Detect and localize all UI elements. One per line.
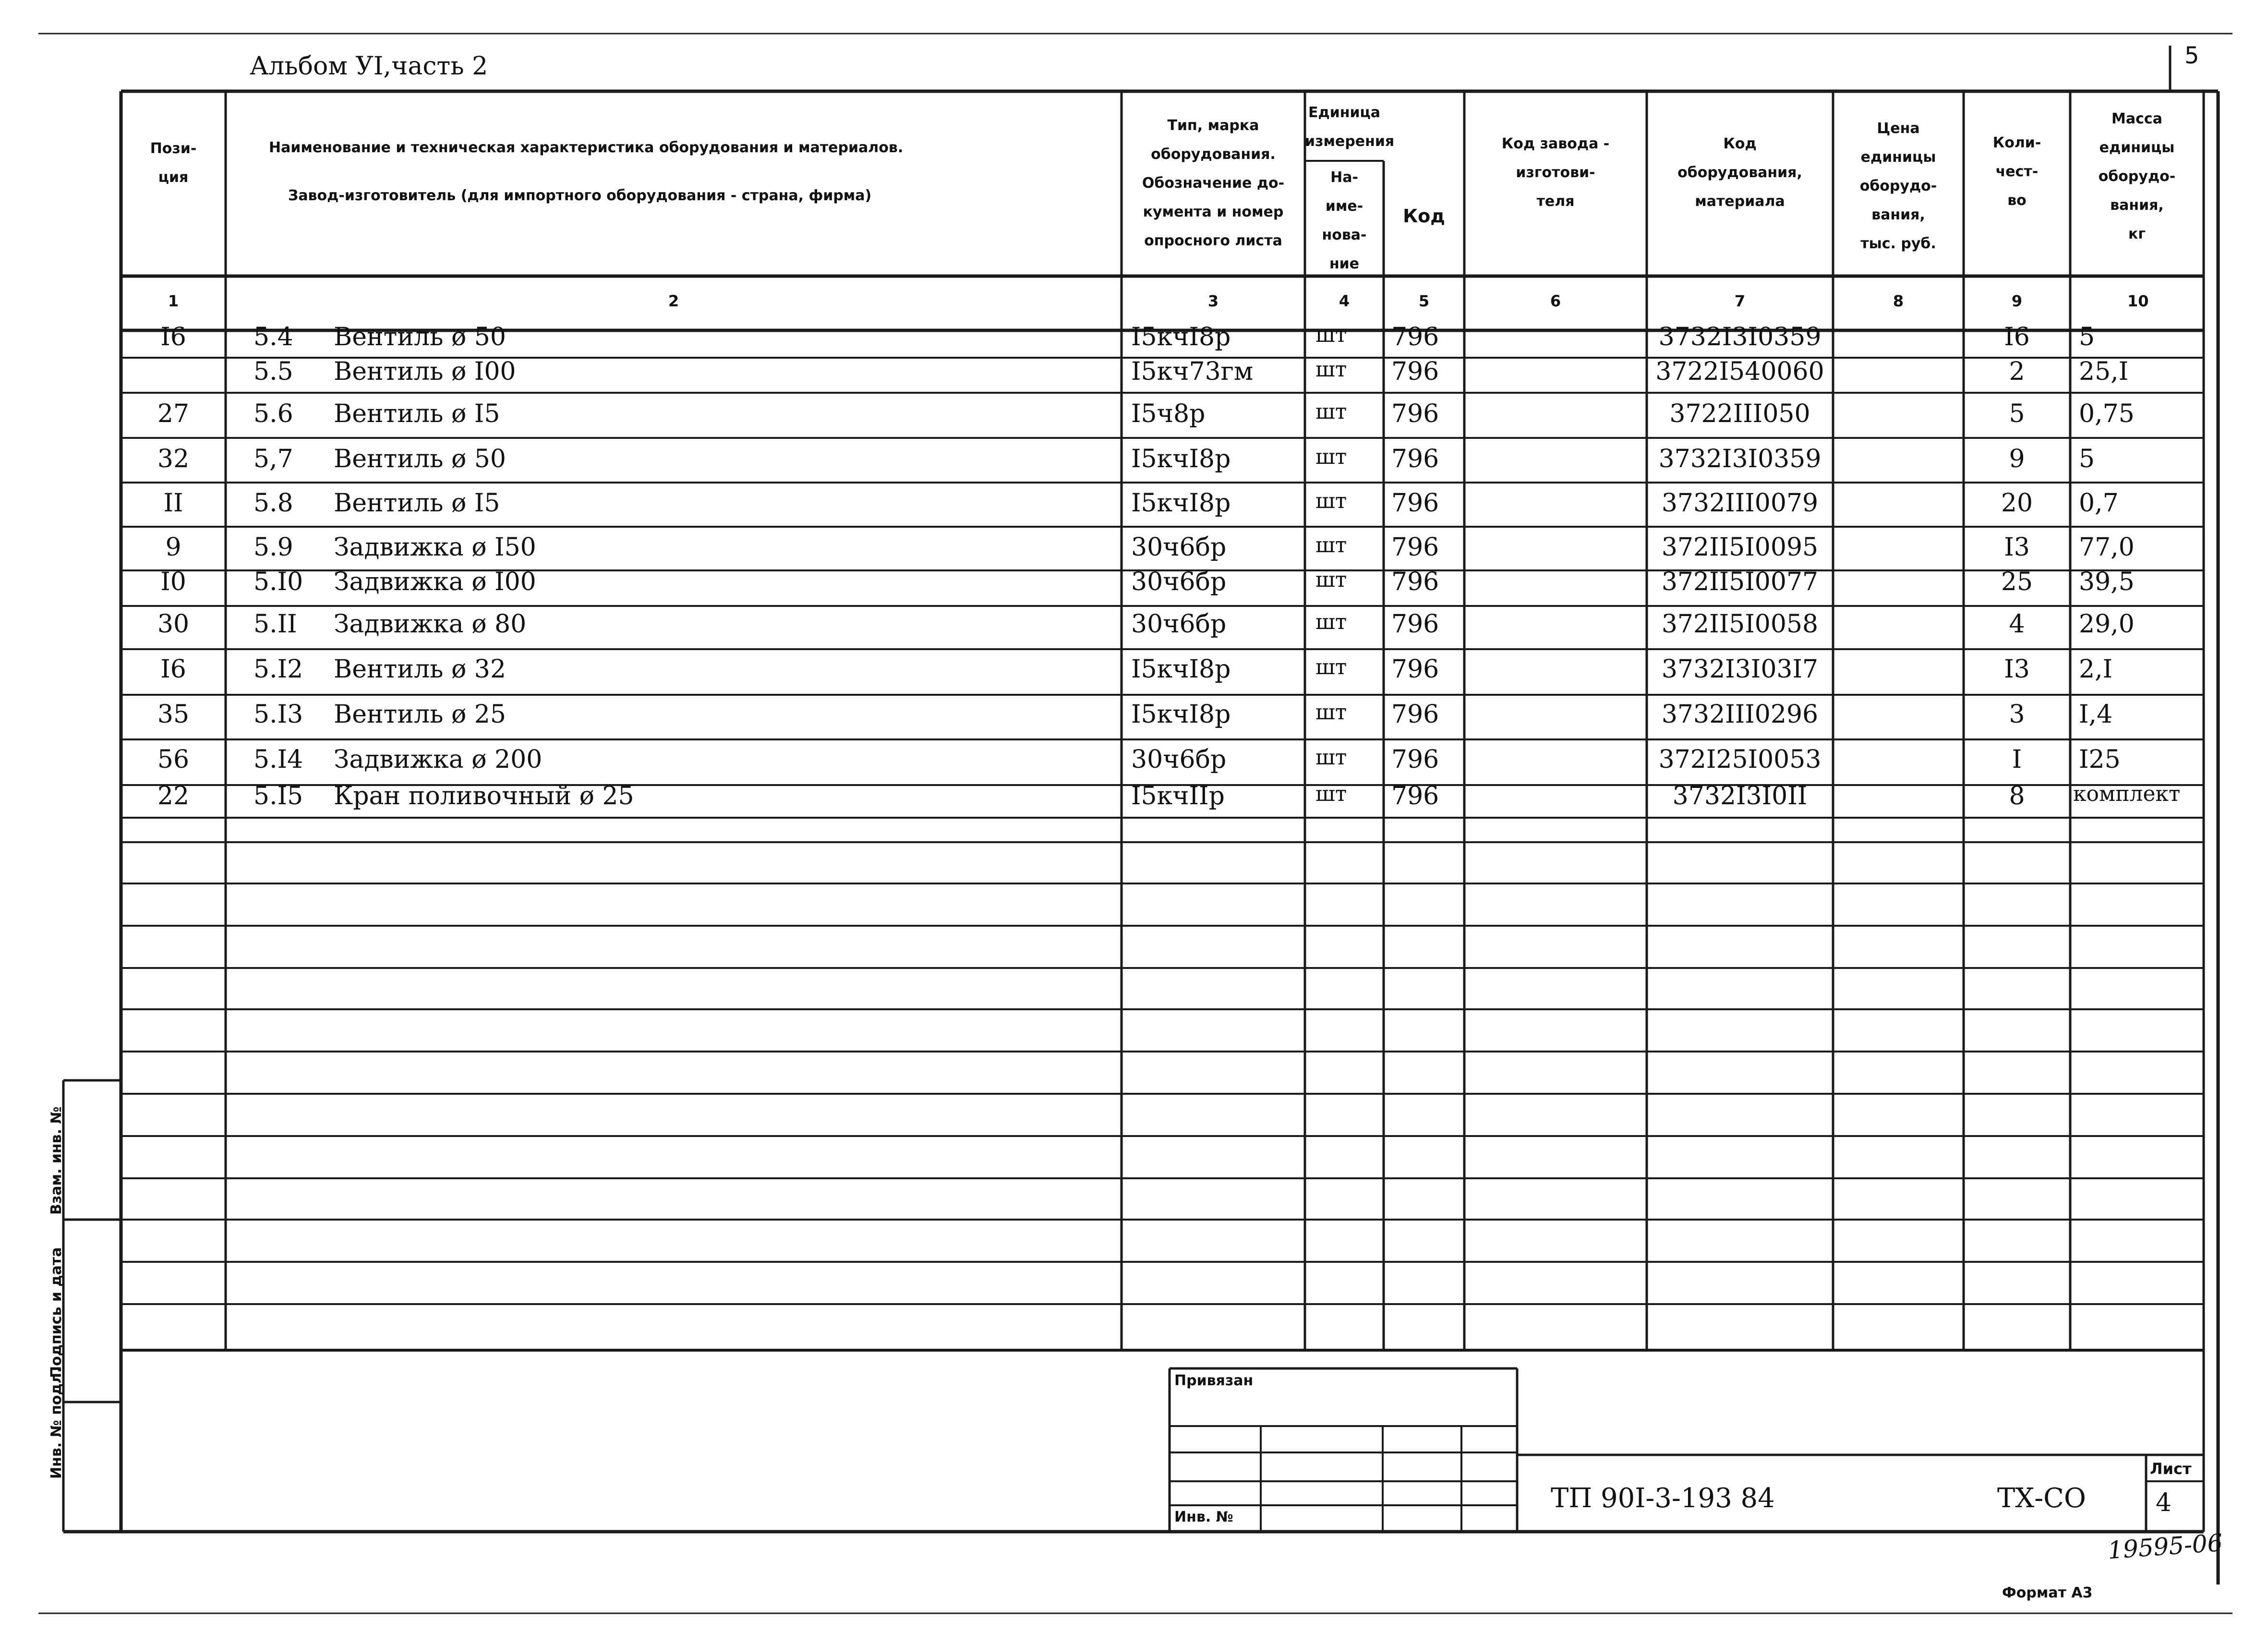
cell-quantity: I (2012, 745, 2022, 774)
cell-unit-code: 796 (1391, 568, 1439, 596)
cell-equipment-code: 3732I3I0II (1672, 782, 1808, 810)
cell-item-number: 5.6 (253, 399, 293, 428)
cell-name: Вентиль ø 50 (334, 445, 506, 473)
cell-mass: 2,I (2079, 655, 2113, 684)
cell-quantity: 25 (2001, 568, 2033, 596)
cell-type: I5кчI8р (1131, 700, 1231, 729)
cell-position: 30 (157, 610, 190, 639)
cell-unit-code: 796 (1391, 489, 1439, 518)
cell-equipment-code: 372II5I0077 (1661, 568, 1819, 596)
cell-item-number: 5.8 (253, 489, 293, 518)
header-name-line1: Наименование и техническая характеристика оборудования и материалов. (269, 139, 904, 156)
cell-unit: шт (1315, 782, 1347, 806)
cell-quantity: 2 (2009, 357, 2025, 386)
cell-unit: шт (1315, 610, 1347, 634)
header-factory-code: Код завода - изготови- теля (1501, 135, 1610, 210)
cell-name: Вентиль ø I5 (334, 399, 500, 428)
cell-position: 56 (157, 745, 190, 774)
cell-mass: 5 (2079, 445, 2095, 473)
cell-unit-code: 796 (1391, 655, 1439, 684)
cell-unit: шт (1315, 745, 1347, 770)
cell-position: 27 (157, 399, 190, 428)
stamp-privyazan: Привязан (1174, 1372, 1254, 1389)
cell-position: 35 (157, 700, 190, 729)
cell-position: I6 (160, 655, 186, 684)
cell-unit-code: 796 (1391, 323, 1439, 351)
cell-quantity: I3 (2004, 655, 2030, 684)
column-number: 9 (2011, 292, 2023, 310)
cell-position: II (163, 489, 183, 518)
cell-name: Вентиль ø I5 (334, 489, 500, 518)
cell-equipment-code: 3722III050 (1669, 399, 1810, 428)
cell-type: I5кчI8р (1131, 323, 1231, 351)
column-number: 10 (2127, 292, 2149, 310)
cell-type: I5кч73гм (1131, 357, 1254, 386)
page-number: 5 (2184, 42, 2199, 69)
cell-name: Вентиль ø 32 (334, 655, 506, 684)
cell-unit: шт (1315, 655, 1347, 679)
cell-type: 30ч6бр (1131, 745, 1227, 774)
cell-item-number: 5.9 (253, 533, 293, 562)
cell-item-number: 5.5 (253, 357, 293, 386)
cell-mass: комплект (2073, 782, 2181, 806)
header-price: Цена единицы оборудо- вания, тыс. руб. (1859, 120, 1937, 252)
cell-unit-code: 796 (1391, 610, 1439, 639)
cell-name: Задвижка ø I00 (334, 568, 536, 596)
cell-unit-code: 796 (1391, 782, 1439, 810)
cell-equipment-code: 372I25I0053 (1658, 745, 1822, 774)
cell-unit: шт (1315, 533, 1347, 557)
column-number: 1 (168, 292, 179, 310)
cell-unit: шт (1315, 700, 1347, 725)
cell-position: 9 (165, 533, 181, 562)
cell-quantity: 4 (2009, 610, 2025, 639)
cell-name: Вентиль ø 25 (334, 700, 506, 729)
cell-item-number: 5.I2 (253, 655, 303, 684)
cell-type: I5кчI8р (1131, 445, 1231, 473)
side-stamp-signature-date: Подпись и дата (48, 1247, 65, 1378)
cell-unit: шт (1315, 399, 1347, 424)
cell-name: Кран поливочный ø 25 (334, 782, 634, 810)
cell-unit: шт (1315, 445, 1347, 469)
cell-mass: 0,75 (2079, 399, 2135, 428)
cell-item-number: 5.I5 (253, 782, 303, 810)
stamp-inv-no: Инв. № (1174, 1509, 1233, 1525)
column-number: 3 (1207, 292, 1219, 310)
cell-name: Вентиль ø I00 (334, 357, 516, 386)
cell-mass: 39,5 (2079, 568, 2135, 596)
cell-type: 30ч6бр (1131, 568, 1227, 596)
cell-equipment-code: 3732III0079 (1661, 489, 1819, 518)
cell-item-number: 5,7 (253, 445, 293, 473)
cell-name: Задвижка ø I50 (334, 533, 536, 562)
cell-quantity: 20 (2001, 489, 2033, 518)
cell-type: 30ч6бр (1131, 610, 1227, 639)
cell-quantity: 8 (2009, 782, 2025, 810)
cell-name: Задвижка ø 80 (334, 610, 527, 639)
cell-item-number: 5.4 (253, 323, 293, 351)
cell-unit-code: 796 (1391, 445, 1439, 473)
cell-item-number: 5.I4 (253, 745, 303, 774)
album-title: Альбом УI,часть 2 (250, 52, 488, 81)
stamp-sheet-label: Лист (2150, 1460, 2192, 1478)
cell-item-number: 5.I3 (253, 700, 303, 729)
cell-unit-code: 796 (1391, 700, 1439, 729)
header-name-line2: Завод-изготовитель (для импортного оборудования - страна, фирма) (288, 187, 872, 204)
header-mass: Масса единицы оборудо- вания, кг (2098, 110, 2176, 242)
cell-equipment-code: 372II5I0058 (1661, 610, 1819, 639)
cell-position: 22 (157, 782, 190, 810)
side-stamp-inv-podl: Инв. № подл. (48, 1367, 65, 1479)
header-unit-name: На- име- нова- ние (1322, 169, 1367, 272)
cell-unit-code: 796 (1391, 533, 1439, 562)
cell-name: Вентиль ø 50 (334, 323, 506, 351)
cell-type: I5кчI8р (1131, 489, 1231, 518)
cell-mass: 5 (2079, 323, 2095, 351)
cell-unit-code: 796 (1391, 745, 1439, 774)
cell-position: 32 (157, 445, 190, 473)
column-number: 4 (1339, 292, 1350, 310)
column-number: 8 (1893, 292, 1904, 310)
cell-quantity: I6 (2004, 323, 2030, 351)
cell-quantity: 5 (2009, 399, 2025, 428)
cell-equipment-code: 3732I3I0359 (1658, 323, 1822, 351)
header-type: Тип, марка оборудования. Обозначение до- кумента и номер опросного листа (1142, 117, 1285, 249)
column-number: 7 (1734, 292, 1746, 310)
cell-name: Задвижка ø 200 (334, 745, 543, 774)
header-equipment-code: Код оборудования, материала (1677, 135, 1802, 210)
cell-mass: 25,I (2079, 357, 2129, 386)
stamp-document-code: ТП 90I-3-193 84 (1551, 1483, 1775, 1514)
header-position: Пози- ция (150, 140, 197, 186)
cell-item-number: 5.I0 (253, 568, 303, 596)
cell-type: I5кчIIр (1131, 782, 1225, 810)
cell-unit: шт (1315, 568, 1347, 592)
cell-mass: I25 (2079, 745, 2121, 774)
cell-equipment-code: 372II5I0095 (1661, 533, 1819, 562)
cell-type: 30ч6бр (1131, 533, 1227, 562)
cell-quantity: I3 (2004, 533, 2030, 562)
stamp-sheet-number: 4 (2156, 1488, 2172, 1517)
cell-unit: шт (1315, 323, 1347, 347)
cell-equipment-code: 3722I540060 (1655, 357, 1824, 386)
cell-position: I6 (160, 323, 186, 351)
stamp-mark: ТХ-СО (1997, 1483, 2086, 1514)
cell-quantity: 3 (2009, 700, 2025, 729)
column-number: 6 (1550, 292, 1561, 310)
cell-item-number: 5.II (253, 610, 297, 639)
column-number: 2 (668, 292, 679, 310)
side-stamp-vzam-inv: Взам. инв. № (48, 1106, 65, 1215)
cell-type: I5ч8р (1131, 399, 1206, 428)
cell-unit-code: 796 (1391, 399, 1439, 428)
header-unit: Единица измерения (1305, 104, 1395, 150)
cell-equipment-code: 3732III0296 (1661, 700, 1819, 729)
cell-equipment-code: 3732I3I0359 (1658, 445, 1822, 473)
format-label: Формат А3 (2002, 1585, 2093, 1601)
cell-unit-code: 796 (1391, 357, 1439, 386)
cell-unit: шт (1315, 357, 1347, 382)
cell-unit: шт (1315, 489, 1347, 513)
cell-quantity: 9 (2009, 445, 2025, 473)
cell-position: I0 (160, 568, 186, 596)
header-unit-code: Код (1403, 206, 1445, 227)
column-number: 5 (1418, 292, 1430, 310)
cell-equipment-code: 3732I3I03I7 (1661, 655, 1819, 684)
handwritten-number: 19595-06 (2107, 1528, 2224, 1565)
cell-mass: I,4 (2079, 700, 2113, 729)
cell-mass: 29,0 (2079, 610, 2135, 639)
cell-mass: 77,0 (2079, 533, 2135, 562)
cell-mass: 0,7 (2079, 489, 2119, 518)
cell-type: I5кчI8р (1131, 655, 1231, 684)
header-quantity: Коли- чест- во (1992, 134, 2041, 209)
